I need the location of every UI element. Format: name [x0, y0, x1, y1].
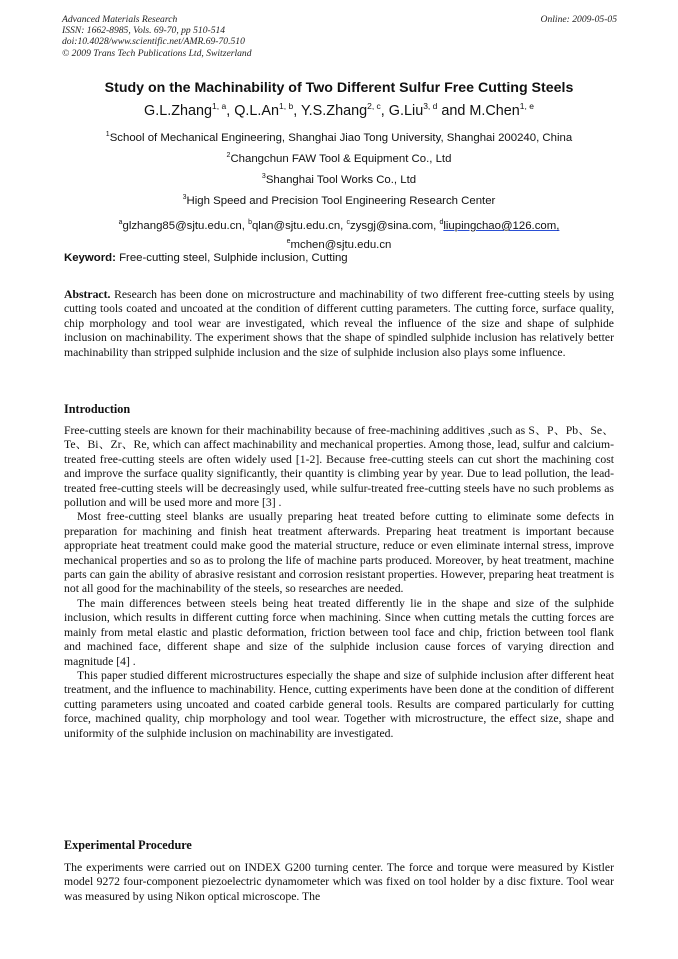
- author-name: G.L.Zhang: [144, 102, 213, 119]
- email-a[interactable]: glzhang85@sjtu.edu.cn,: [122, 219, 245, 232]
- email-c[interactable]: zysgj@sina.com,: [350, 219, 437, 232]
- email-e[interactable]: mchen@sjtu.edu.cn: [290, 238, 392, 251]
- author-name: M.Chen: [469, 102, 520, 119]
- journal-name: Advanced Materials Research: [62, 14, 178, 25]
- author-sup: 3, d: [423, 101, 438, 111]
- introduction-body: [64, 424, 614, 741]
- affiliation-3: $^3$Shanghai Tool Works Co., Ltd: [261, 173, 417, 186]
- author-name: Y.S.Zhang: [300, 102, 368, 119]
- abstract: [64, 288, 614, 360]
- keyword-line: [64, 252, 348, 264]
- author-sup: 1, a: [212, 101, 227, 111]
- email-line: $^a$glzhang85@sjtu.edu.cn, $^b$qlan@sjtu.edu.cn, $^c$zysgj@sina.com, $^d$liupingchao@126.com, $^e$mchen@sjtu.edu.cn: [118, 219, 560, 251]
- experimental-paragraph: The experiments were carried out on INDEX G200 turning center. The force and torque were measured by Kistler model 9272 four-component piezoelectric dynamometer which was fixed on tool holder by a disc fixture. Tool wear was measured by using Nikon optical microscope. The: [64, 861, 614, 903]
- author-line: G.L.Zhang$^{1, a}$, Q.L.An$^{1, b}$, Y.S.Zhang$^{2, c}$, G.Liu$^{3, d}$ and M.Chen$^{1, e}$: [144, 101, 534, 119]
- doi-line: doi:10.4028/www.scientific.net/AMR.69-70.510: [62, 36, 245, 48]
- author-sup: 1, e: [519, 101, 534, 111]
- copyright-line: © 2009 Trans Tech Publications Ltd, Switzerland: [62, 47, 252, 59]
- keyword-text: Free-cutting steel, Sulphide inclusion, Cutting: [119, 252, 348, 264]
- intro-paragraph-1: Free-cutting steels are known for their machinability because of free-machining additives ,such as S、P、Pb、Se、Te、Bi、Zr、Re, which can affect machinability and mechanical properties. Among those, lead, sulfur and calcium-treated free-cutting steels are often widely used [1-2]. Because free-cutting steels can cut short the machining cost and improve the surface quality significantly, their quantity is climbing year by year. Due to lead pollution, the lead-treated free-cutting steels will be decreasingly used, while sulfur-treated free-cutting steels have no such problems as pollution and will be used more and more [3] .: [64, 424, 614, 510]
- author-sup: 2, c: [367, 101, 381, 111]
- journal-header: [62, 14, 617, 59]
- affiliation-2: $^2$Changchun FAW Tool & Equipment Co., Ltd: [226, 152, 452, 165]
- author-sup: 1, b: [279, 101, 294, 111]
- issn-line: ISSN: 1662-8985, Vols. 69-70, pp 510-514: [62, 25, 226, 37]
- intro-paragraph-3: The main differences between steels being heat treated differently lie in the shape and size of the sulphide inclusion, which results in different cutting force when machining. Since when cutting metals the cutting forces are mainly from metal elastic and plastic deformation, friction between tool face and chip, friction between tool flank and machined face, different shape and size of the sulphide inclusion cause forces of varying direction and magnitude [4] .: [64, 596, 614, 668]
- intro-paragraph-2: Most free-cutting steel blanks are usually preparing heat treated before cutting to eliminate some defects in preparation for machining and finish heat treatment afterwards. Preparing heat treatment is important because appropriate heat treatment could make good the material structure, reduce or even eliminate internal stress, improve mechanical properties and so as to prolong the life of machine parts produced. Moreover, by heat treatment, machine parts can gain the ability of abrasive resistant and corrosion resistant properties. However, preparing heat treatment is not all good for the machinability of the steels, so researches are needed.: [64, 510, 614, 596]
- affiliation-4: $^3$High Speed and Precision Tool Engineering Research Center: [182, 194, 496, 207]
- affiliation-1: $^1$School of Mechanical Engineering, Shanghai Jiao Tong University, Shanghai 200240, China: [105, 131, 573, 144]
- keyword-label: Keyword:: [64, 252, 116, 264]
- introduction-heading: Introduction: [64, 402, 131, 416]
- author-name: G.Liu: [388, 102, 424, 119]
- experimental-body: [64, 861, 614, 904]
- author-name: Q.L.An: [234, 102, 279, 119]
- experimental-heading: Experimental Procedure: [64, 838, 192, 852]
- intro-paragraph-4: This paper studied different microstructures especially the shape and size of sulphide inclusion after different heat treatment, and the influence to machinability. Hence, cutting experiments have been done at the condition of different cutting parameters using uncoated and coated carbide general tools. Results are compared particularly for cutting force, machined quality, chip morphology and tool wear. Together with microstructure, the effect size, shape and uniformity of the sulphide inclusion on machinability are investigated.: [64, 668, 614, 740]
- abstract-text: Research has been done on microstructure and machinability of two different free-cutting steels by using cutting tools coated and uncoated at the condition of different cutting parameters. The cutting force, surface quality, chip morphology and tool wear are investigated, which reveal the influence of the size and shape of sulphide inclusion on machinability. The experiment shows that the shape of spindled sulphide inclusion has relatively better machinability than stripped sulphide inclusion and the size of sulphide inclusion also plays some influence.: [64, 288, 615, 359]
- email-b[interactable]: qlan@sjtu.edu.cn,: [251, 219, 344, 232]
- online-date: Online: 2009-05-05: [540, 14, 617, 25]
- paper-title: Study on the Machinability of Two Different Sulfur Free Cutting Steels: [104, 80, 574, 96]
- abstract-label: Abstract.: [64, 288, 111, 301]
- email-d[interactable]: liupingchao@126.com,: [443, 219, 560, 232]
